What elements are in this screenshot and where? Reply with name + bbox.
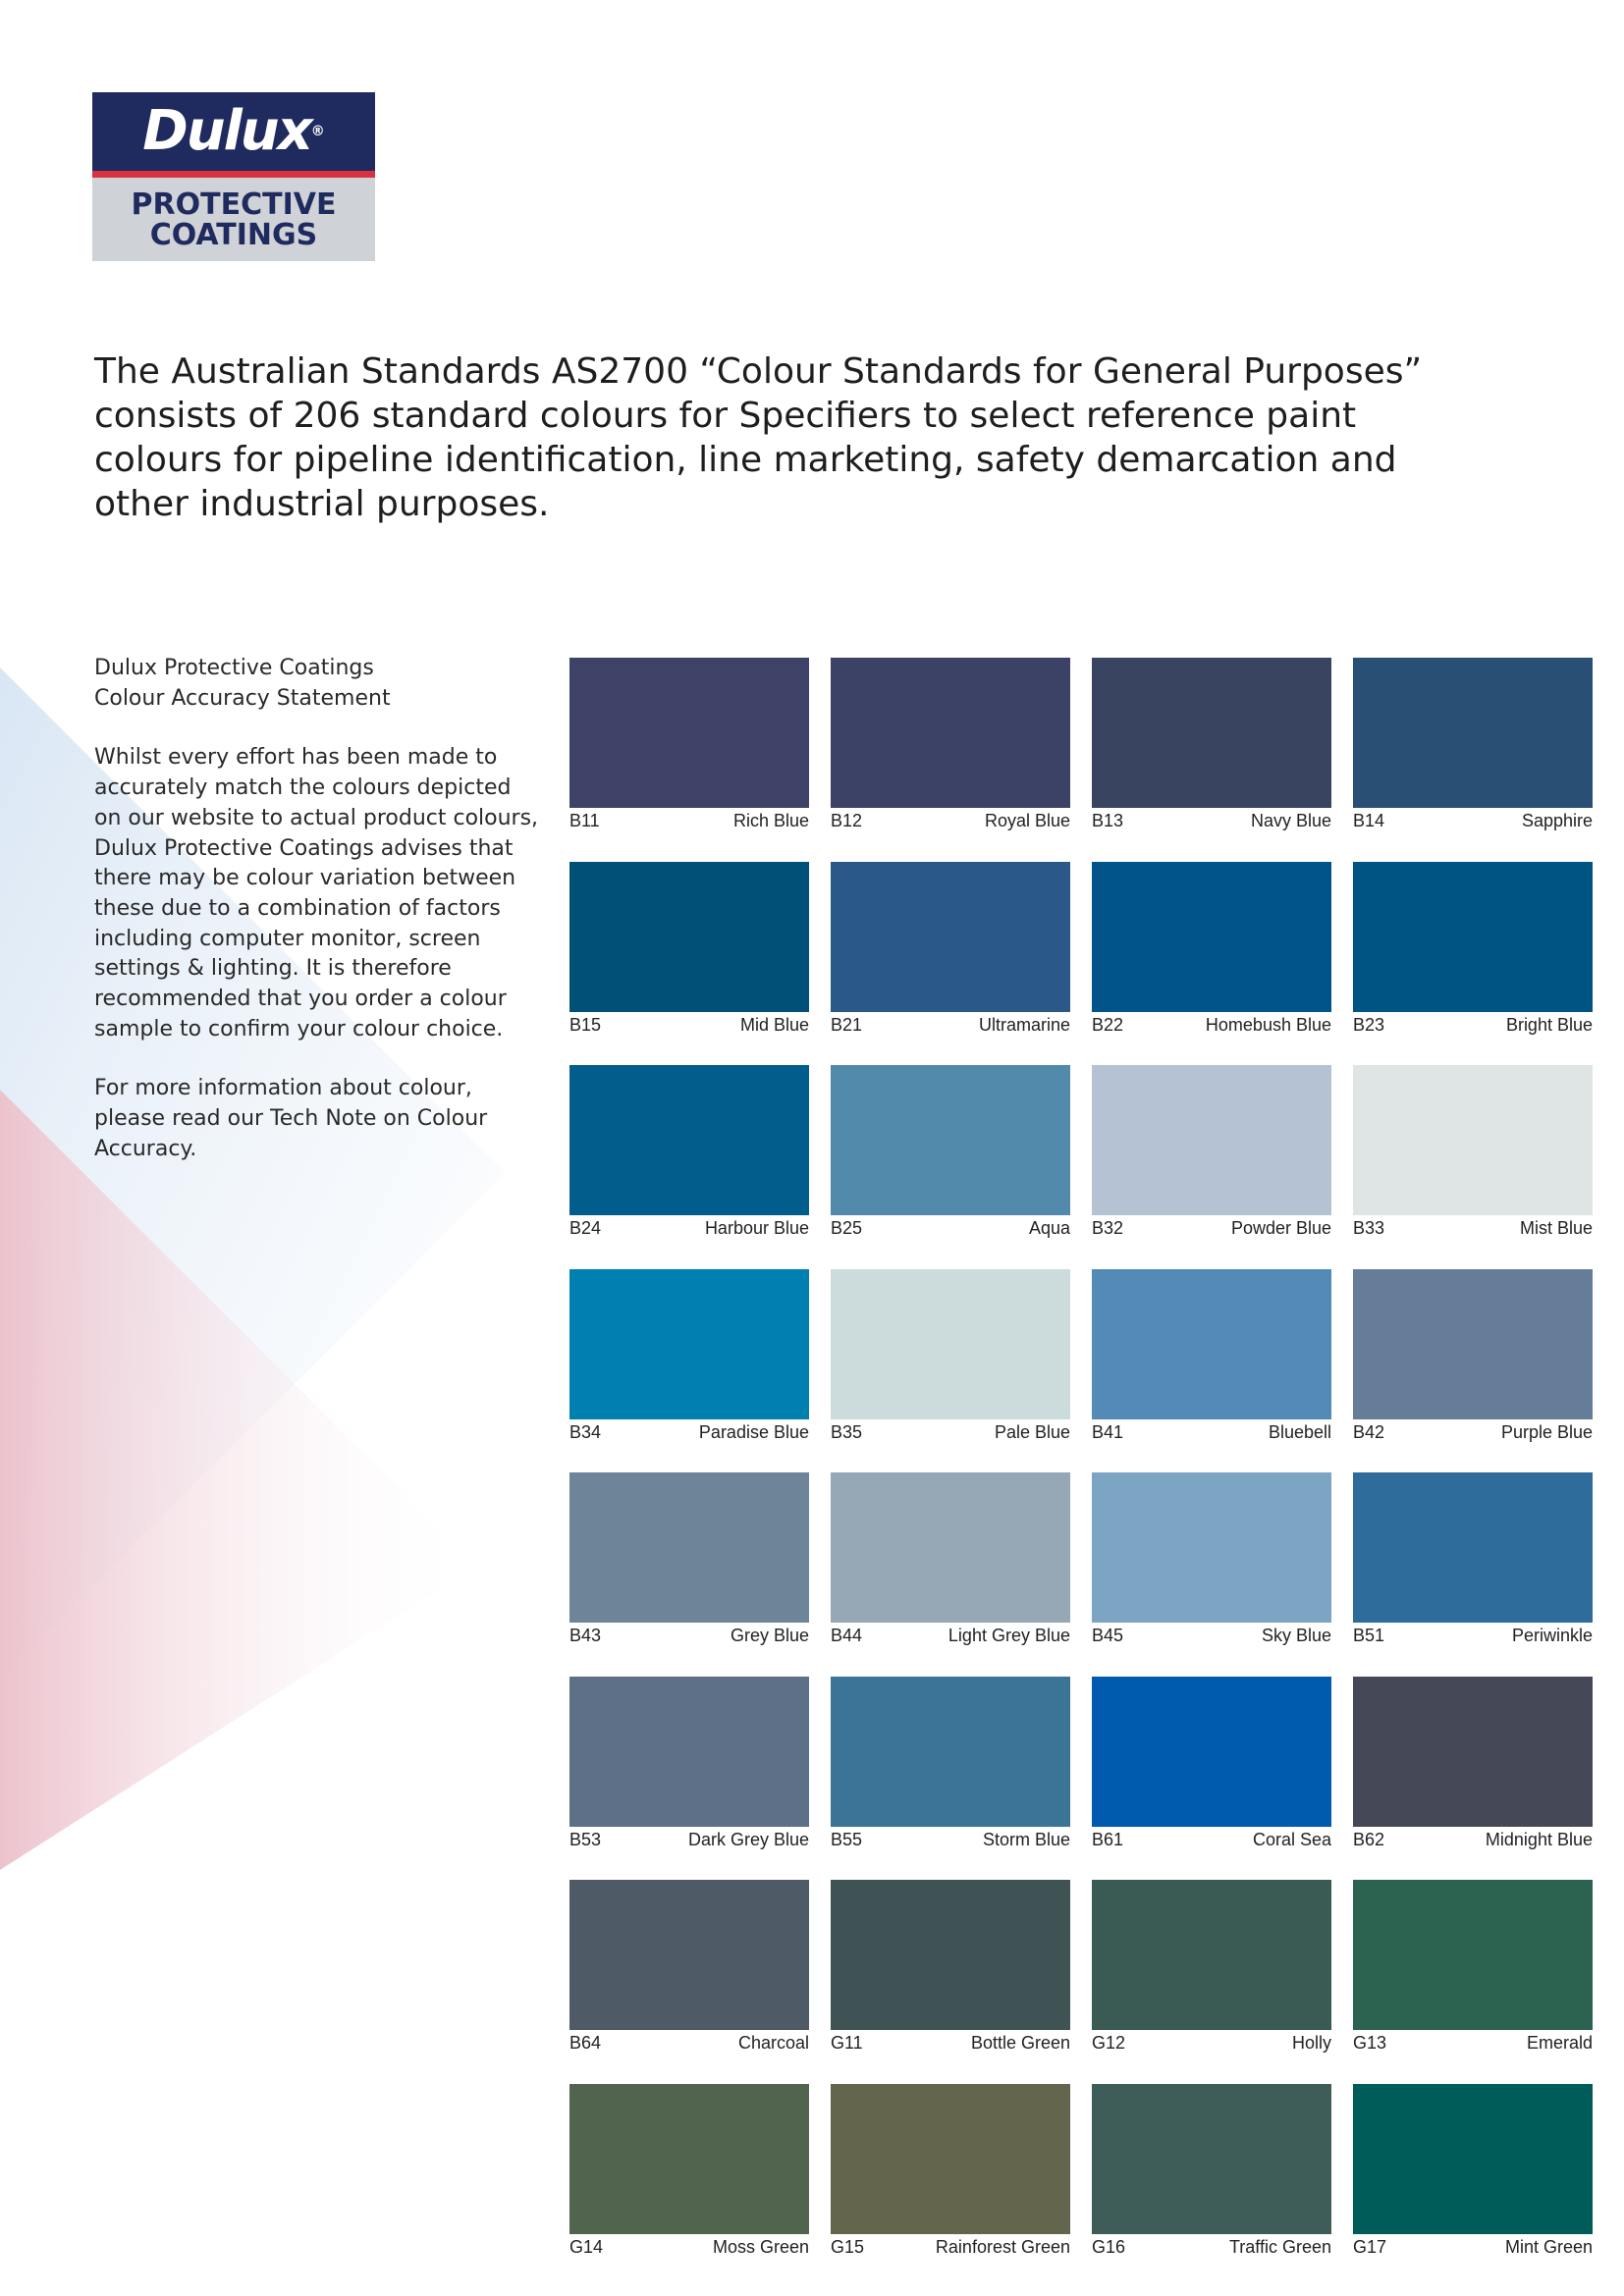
swatch-labels — [569, 1215, 809, 1241]
swatch-code: B51 — [1353, 1626, 1385, 1645]
swatch-name: Mid Blue — [739, 1014, 809, 1035]
swatch-name: Rich Blue — [732, 811, 809, 830]
swatch-colour-chip — [831, 862, 1070, 1012]
swatch-code: B44 — [831, 1626, 863, 1645]
swatch-name: Storm Blue — [982, 1829, 1070, 1849]
swatch-colour-chip — [569, 1065, 809, 1215]
swatch-code: B32 — [1092, 1218, 1124, 1238]
swatch-code: G11 — [831, 2033, 863, 2053]
swatch-colour-chip — [1092, 1065, 1331, 1215]
statement-more-line: Accuracy. — [94, 1136, 197, 1161]
intro-line: other industrial purposes. — [94, 484, 550, 524]
swatch-colour-chip — [831, 2084, 1070, 2234]
statement-heading-line: Dulux Protective Coatings — [94, 656, 374, 680]
swatch-code: B64 — [569, 2033, 602, 2053]
swatch-colour-chip — [1092, 1472, 1331, 1623]
swatch-colour-chip — [1092, 862, 1331, 1012]
swatch-labels — [1353, 1215, 1593, 1241]
statement-body-line: Whilst every effort has been made to — [94, 745, 498, 771]
swatch-name: Bright Blue — [1505, 1014, 1593, 1035]
swatch-colour-chip — [569, 1880, 809, 2030]
swatch-labels — [1092, 2234, 1331, 2260]
swatch-labels — [569, 808, 809, 833]
swatch-labels — [1353, 1012, 1593, 1038]
swatch-colour-chip — [569, 1472, 809, 1623]
intro-line: The Australian Standards AS2700 “Colour Standards for General Purposes” — [94, 351, 1423, 392]
swatch-code: B12 — [831, 811, 863, 830]
swatch-labels — [569, 1419, 809, 1445]
swatch-colour-chip — [1353, 1065, 1593, 1215]
swatch-labels — [831, 1012, 1070, 1038]
swatch-name: Charcoal — [737, 2033, 809, 2053]
statement-body-line: these due to a combination of factors — [94, 895, 501, 921]
colour-swatch — [831, 658, 1070, 834]
swatch-colour-chip — [569, 1677, 809, 1827]
colour-swatch — [1353, 1065, 1593, 1242]
swatch-code: B21 — [831, 1014, 863, 1035]
colour-swatch — [569, 862, 809, 1039]
colour-swatch — [1353, 1677, 1593, 1853]
swatch-name: Ultramarine — [978, 1014, 1070, 1035]
swatch-labels — [831, 2234, 1070, 2260]
swatch-name: Aqua — [1028, 1218, 1070, 1238]
swatch-code: B13 — [1092, 811, 1124, 830]
colour-swatch — [1092, 862, 1331, 1039]
statement-body-line: there may be colour variation between — [94, 866, 516, 891]
colour-swatch — [569, 2084, 809, 2261]
swatch-labels — [1092, 1012, 1331, 1038]
swatch-grid — [569, 658, 1591, 2268]
swatch-name: Light Grey Blue — [947, 1626, 1070, 1645]
statement-body-line: sample to confirm your colour choice. — [94, 1016, 504, 1041]
swatch-code: G15 — [831, 2236, 865, 2257]
swatch-colour-chip — [1353, 2084, 1593, 2234]
swatch-name: Mint Green — [1504, 2236, 1593, 2257]
swatch-code: B42 — [1353, 1421, 1385, 1442]
colour-swatch — [1092, 1065, 1331, 1242]
colour-swatch — [1092, 658, 1331, 834]
swatch-code: B61 — [1092, 1829, 1124, 1849]
swatch-code: B11 — [569, 811, 600, 830]
swatch-colour-chip — [1092, 1677, 1331, 1827]
colour-swatch — [569, 1677, 809, 1853]
logo-brand-band — [92, 92, 375, 178]
swatch-colour-chip — [831, 1065, 1070, 1215]
swatch-labels — [831, 1419, 1070, 1445]
swatch-colour-chip — [831, 1880, 1070, 2030]
swatch-labels — [1353, 1623, 1593, 1648]
swatch-code: B55 — [831, 1829, 863, 1849]
swatch-colour-chip — [1353, 658, 1593, 808]
swatch-labels — [1092, 1827, 1331, 1852]
swatch-colour-chip — [1092, 1269, 1331, 1419]
swatch-name: Purple Blue — [1500, 1421, 1593, 1442]
swatch-name: Midnight Blue — [1485, 1829, 1593, 1849]
logo-line-1: PROTECTIVE — [131, 187, 337, 222]
statement-body-line: including computer monitor, screen — [94, 926, 481, 951]
swatch-colour-chip — [569, 658, 809, 808]
swatch-name: Traffic Green — [1228, 2236, 1331, 2257]
swatch-name: Powder Blue — [1230, 1218, 1331, 1238]
swatch-colour-chip — [569, 2084, 809, 2234]
colour-swatch — [831, 1065, 1070, 1242]
swatch-name: Bottle Green — [970, 2033, 1070, 2053]
swatch-labels — [1092, 1623, 1331, 1648]
swatch-colour-chip — [1353, 1677, 1593, 1827]
swatch-labels — [569, 1827, 809, 1852]
swatch-name: Sky Blue — [1261, 1626, 1331, 1645]
swatch-colour-chip — [1092, 2084, 1331, 2234]
statement-body-line: accurately match the colours depicted — [94, 775, 512, 801]
colour-swatch — [1092, 1880, 1331, 2056]
swatch-colour-chip — [831, 1472, 1070, 1623]
swatch-name: Paradise Blue — [698, 1421, 809, 1442]
colour-swatch — [569, 1065, 809, 1242]
colour-swatch — [1353, 658, 1593, 834]
swatch-labels — [831, 2030, 1070, 2056]
swatch-colour-chip — [569, 1269, 809, 1419]
swatch-colour-chip — [831, 658, 1070, 808]
swatch-colour-chip — [1092, 1880, 1331, 2030]
colour-swatch — [569, 1472, 809, 1649]
colour-swatch — [569, 1269, 809, 1446]
swatch-code: B33 — [1353, 1218, 1385, 1238]
swatch-name: Homebush Blue — [1205, 1014, 1331, 1035]
swatch-code: B35 — [831, 1421, 863, 1442]
colour-swatch — [831, 2084, 1070, 2261]
swatch-labels — [569, 2234, 809, 2260]
dulux-logo — [92, 92, 375, 261]
colour-swatch — [1353, 862, 1593, 1039]
swatch-labels — [1353, 1419, 1593, 1445]
swatch-code: B45 — [1092, 1626, 1124, 1645]
colour-swatch — [831, 1472, 1070, 1649]
colour-swatch — [1092, 1677, 1331, 1853]
swatch-name: Pale Blue — [994, 1421, 1070, 1442]
swatch-code: B25 — [831, 1218, 863, 1238]
swatch-code: B62 — [1353, 1829, 1385, 1849]
logo-subtitle-band — [92, 178, 375, 261]
swatch-code: B53 — [569, 1829, 602, 1849]
colour-swatch — [569, 1880, 809, 2056]
intro-paragraph — [94, 349, 1469, 526]
colour-swatch — [1353, 1269, 1593, 1446]
swatch-code: B41 — [1092, 1421, 1124, 1442]
colour-swatch — [1353, 1880, 1593, 2056]
swatch-colour-chip — [1353, 1880, 1593, 2030]
swatch-name: Holly — [1291, 2033, 1331, 2053]
statement-more-line: For more information about colour, — [94, 1076, 472, 1101]
swatch-name: Navy Blue — [1250, 811, 1331, 830]
colour-swatch — [831, 1677, 1070, 1853]
swatch-name: Coral Sea — [1252, 1829, 1331, 1849]
swatch-code: B34 — [569, 1421, 602, 1442]
swatch-name: Sapphire — [1521, 811, 1593, 830]
swatch-labels — [1092, 1215, 1331, 1241]
swatch-code: B23 — [1353, 1014, 1385, 1035]
swatch-code: G17 — [1353, 2236, 1387, 2257]
swatch-name: Grey Blue — [730, 1626, 809, 1645]
swatch-labels — [831, 1215, 1070, 1241]
swatch-labels — [1353, 808, 1593, 833]
swatch-code: B15 — [569, 1014, 602, 1035]
swatch-code: B14 — [1353, 811, 1385, 830]
swatch-labels — [831, 808, 1070, 833]
swatch-labels — [569, 1623, 809, 1648]
colour-swatch — [1353, 1472, 1593, 1649]
intro-line: colours for pipeline identification, line marketing, safety demarcation and — [94, 440, 1397, 480]
swatch-name: Rainforest Green — [935, 2236, 1070, 2257]
statement-heading-line: Colour Accuracy Statement — [94, 685, 391, 711]
swatch-labels — [1092, 808, 1331, 833]
swatch-code: G13 — [1353, 2033, 1387, 2053]
colour-accuracy-statement — [94, 654, 556, 1165]
swatch-colour-chip — [1353, 1472, 1593, 1623]
statement-body-line: on our website to actual product colours, — [94, 805, 539, 830]
intro-line: consists of 206 standard colours for Specifiers to select reference paint — [94, 396, 1357, 436]
swatch-labels — [1353, 2234, 1593, 2260]
swatch-name: Harbour Blue — [704, 1218, 809, 1238]
colour-swatch — [569, 658, 809, 834]
colour-swatch — [831, 1880, 1070, 2056]
swatch-colour-chip — [1353, 862, 1593, 1012]
swatch-code: G14 — [569, 2236, 604, 2257]
colour-swatch — [831, 1269, 1070, 1446]
colour-swatch — [1092, 1472, 1331, 1649]
swatch-colour-chip — [831, 1269, 1070, 1419]
colour-swatch — [1092, 2084, 1331, 2261]
statement-body-line: recommended that you order a colour — [94, 987, 507, 1012]
logo-brand: Dulux — [142, 99, 311, 163]
swatch-code: B24 — [569, 1218, 602, 1238]
swatch-name: Periwinkle — [1511, 1626, 1593, 1645]
statement-body-line: Dulux Protective Coatings advises that — [94, 835, 514, 861]
swatch-labels — [569, 2030, 809, 2056]
swatch-name: Royal Blue — [984, 811, 1070, 830]
logo-registered-mark: ® — [310, 124, 325, 139]
swatch-labels — [1092, 1419, 1331, 1445]
statement-body-line: settings & lighting. It is therefore — [94, 956, 452, 982]
swatch-code: B43 — [569, 1626, 602, 1645]
statement-more-line: please read our Tech Note on Colour — [94, 1106, 488, 1132]
swatch-name: Bluebell — [1268, 1421, 1331, 1442]
swatch-name: Dark Grey Blue — [687, 1829, 809, 1849]
swatch-labels — [831, 1827, 1070, 1852]
colour-swatch — [1353, 2084, 1593, 2261]
swatch-code: G16 — [1092, 2236, 1126, 2257]
swatch-labels — [1092, 2030, 1331, 2056]
swatch-colour-chip — [1353, 1269, 1593, 1419]
swatch-colour-chip — [569, 862, 809, 1012]
swatch-code: G12 — [1092, 2033, 1126, 2053]
colour-swatch — [831, 862, 1070, 1039]
swatch-name: Mist Blue — [1519, 1218, 1593, 1238]
swatch-name: Moss Green — [712, 2236, 809, 2257]
swatch-labels — [1353, 1827, 1593, 1852]
swatch-labels — [831, 1623, 1070, 1648]
swatch-name: Emerald — [1526, 2033, 1593, 2053]
swatch-labels — [1353, 2030, 1593, 2056]
swatch-labels — [569, 1012, 809, 1038]
logo-line-2: COATINGS — [149, 218, 318, 252]
colour-swatch — [1092, 1269, 1331, 1446]
swatch-code: B22 — [1092, 1014, 1124, 1035]
swatch-colour-chip — [1092, 658, 1331, 808]
swatch-colour-chip — [831, 1677, 1070, 1827]
